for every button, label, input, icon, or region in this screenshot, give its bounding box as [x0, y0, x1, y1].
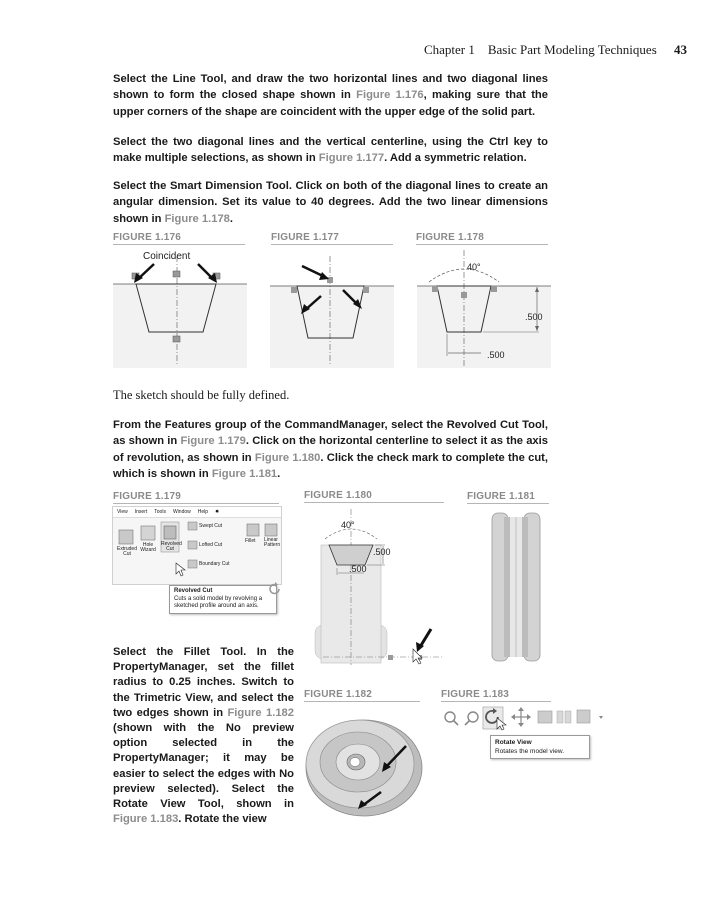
text: , making sure that the upper corners of the shape are coincident with the upper edge of the solid part. [113, 89, 548, 118]
swept-cut-label: Swept Cut [199, 523, 223, 529]
paragraph-line-tool [113, 71, 548, 120]
text: (shown with the No preview option selected in the PropertyManager; it may be easier to select the edges with No preview selected). Select the Rotate View Tool, shown in [113, 722, 294, 811]
paragraph-symmetric [113, 134, 548, 167]
menu-insert[interactable]: Insert [134, 509, 148, 515]
figure-1-177 [269, 246, 395, 370]
lofted-cut-icon[interactable] [188, 541, 197, 549]
linear-dimension-horizontal: .500 [487, 350, 505, 360]
pan-icon[interactable] [511, 707, 531, 727]
lofted-cut-label: Lofted Cut [199, 542, 223, 548]
linear-pattern-icon[interactable] [265, 524, 277, 536]
text: Select the Line Tool, and draw the two horizontal lines and two diagonal lines shown to form the closed shape shown in [113, 73, 548, 102]
revolved-cut-tooltip [169, 585, 277, 614]
figure-1-182 [302, 702, 432, 820]
menu-help[interactable]: Help [197, 509, 209, 515]
fillet-label: Fillet [245, 538, 256, 544]
linear-dimension-vertical: .500 [373, 547, 391, 557]
caption-1-181: FIGURE 1.181 [467, 491, 549, 504]
text: Select the Fillet Tool. In the PropertyManager, set the fillet radius to 0.25 inches. Switch to the Trimetric View, and select the two edges shown in [113, 646, 294, 719]
figure-1-180 [303, 505, 453, 670]
caption-1-179: FIGURE 1.179 [113, 491, 279, 504]
figure-ref: Figure 1.177 [318, 152, 385, 165]
fillet-icon[interactable] [247, 524, 259, 536]
pin-icon[interactable]: ✸ [215, 509, 220, 515]
caption-1-177: FIGURE 1.177 [271, 232, 393, 245]
caption-1-183: FIGURE 1.183 [441, 689, 551, 702]
paragraph-smart-dimension [113, 178, 548, 227]
angle-dimension: 40° [341, 520, 355, 530]
caption-1-176: FIGURE 1.176 [113, 232, 245, 245]
figure-1-179-ribbon [112, 506, 282, 585]
rotate-view-tooltip [490, 735, 590, 759]
caption-1-178: FIGURE 1.178 [416, 232, 548, 245]
refresh-icon [268, 582, 282, 596]
extruded-cut-icon[interactable] [119, 530, 133, 544]
linear-dimension-horizontal: .500 [349, 564, 367, 574]
chapter-title: Basic Part Modeling Techniques [487, 42, 657, 57]
menu-view[interactable]: View [117, 509, 128, 515]
figure-ref: Figure 1.183 [113, 813, 179, 826]
paragraph-revolved-cut [113, 417, 548, 483]
figure-1-181 [486, 505, 546, 667]
coincident-label: Coincident [143, 251, 191, 262]
text: Select the two diagonal lines and the vertical centerline, using the Ctrl key to make multiple selections, as shown in [113, 136, 548, 165]
caption-1-182: FIGURE 1.182 [304, 689, 420, 702]
text: . Add a symmetric relation. [384, 152, 527, 165]
boundary-cut-icon[interactable] [188, 560, 197, 568]
view-orientation-icon[interactable] [538, 711, 552, 723]
extruded-cut-label: Extruded Cut [116, 546, 137, 557]
hole-wizard-label: Hole Wizard [140, 542, 156, 553]
cursor-icon [176, 563, 185, 576]
text: Select the Smart Dimension Tool. Click on both of the diagonal lines to create an angular dimension. Set its value to 40 degrees. Add the two linear dimensions shown in [113, 180, 548, 225]
tooltip-text: Rotates the model view. [495, 748, 565, 755]
revolved-cut-label: Revolved Cut [161, 541, 182, 552]
linear-dimension-vertical: .500 [525, 312, 543, 322]
tooltip-text: Cuts a solid model by revolving a sketched profile around an axis. [174, 595, 263, 609]
figure-1-183-toolbar [440, 705, 614, 733]
linear-pattern-label: Linear Pattern [264, 537, 281, 548]
display-style-icon[interactable] [577, 710, 590, 723]
boundary-cut-label: Boundary Cut [199, 561, 230, 567]
chapter-label: Chapter 1 [423, 42, 475, 57]
revolved-cut-icon [164, 526, 176, 539]
figure-ref: Figure 1.179 [180, 435, 246, 448]
hole-wizard-icon[interactable] [141, 526, 155, 540]
paragraph-fillet-tool [113, 645, 294, 827]
text: . Click on the horizontal centerline to select it as the axis of revolution, as shown in [113, 435, 548, 464]
plain-sentence: The sketch should be fully defined. [113, 388, 290, 402]
text: . [229, 212, 233, 225]
menu-tools[interactable]: Tools [154, 509, 166, 515]
figure-ref: Figure 1.178 [164, 212, 230, 225]
figure-ref: Figure 1.182 [227, 706, 294, 719]
text: . Rotate the view [178, 813, 267, 826]
figure-1-176 [110, 246, 250, 370]
text: . Click the check mark to complete the cut, which is shown in [113, 451, 548, 481]
caption-1-180: FIGURE 1.180 [304, 490, 444, 503]
figure-1-178 [415, 246, 555, 370]
figure-ref: Figure 1.176 [356, 89, 424, 102]
angle-dimension: 40° [467, 262, 481, 272]
tooltip-title: Revolved Cut [174, 588, 213, 594]
text: From the Features group of the CommandManager, select the Revolved Cut Tool, as shown in [113, 419, 548, 448]
tooltip-title: Rotate View [495, 739, 532, 746]
figure-ref: Figure 1.181 [211, 468, 278, 481]
running-header [424, 42, 687, 58]
menu-bar [113, 507, 281, 518]
swept-cut-icon[interactable] [188, 522, 197, 530]
menu-window[interactable]: Window [172, 509, 191, 515]
figure-ref: Figure 1.180 [254, 451, 321, 464]
chevron-down-icon[interactable] [599, 716, 603, 719]
text: . [277, 468, 281, 481]
page-number: 43 [674, 42, 687, 57]
section-view-icon[interactable] [557, 711, 563, 723]
